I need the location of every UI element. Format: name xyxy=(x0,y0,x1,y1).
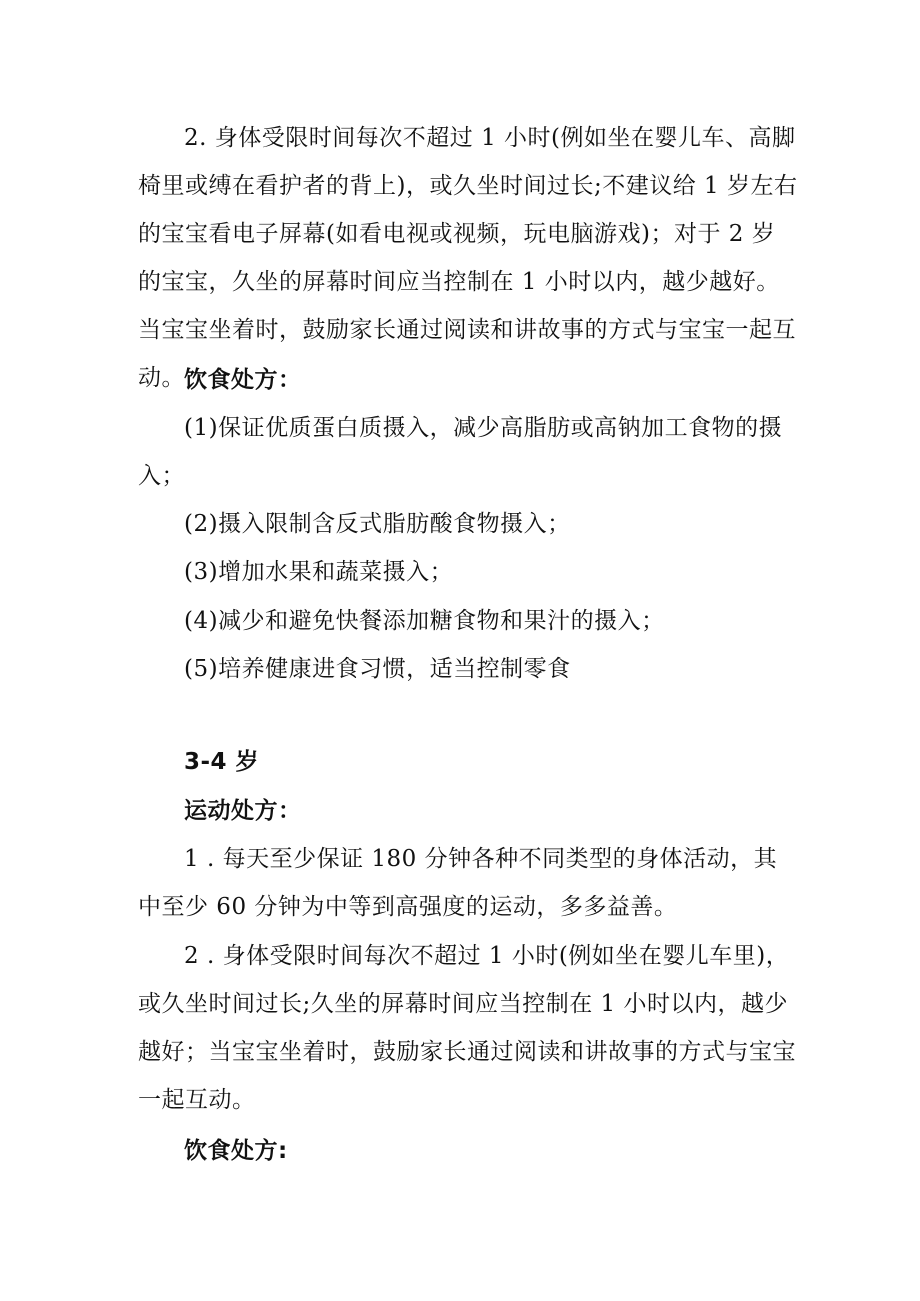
diet-item-4: (4)减少和避免快餐添加糖食物和果汁的摄入； xyxy=(184,608,665,634)
diet-item-1: (1)保证优质蛋白质摄入，减少高脂肪或高钠加工食物的摄入； xyxy=(138,415,783,489)
exercise-item-2-age-3-4: 2 . 身体受限时间每次不超过 1 小时(例如坐在婴儿车里)，或久坐时间过长;久坐的屏幕时间应当控制在 1 小时以内，越少越好；当宝宝坐着时，鼓励家长通过阅读和讲故事的方式与宝宝一起互动。 xyxy=(138,943,796,1113)
diet-item-3: (3)增加水果和蔬菜摄入； xyxy=(184,559,454,585)
diet-heading-age-0-2: 饮食处方： xyxy=(184,367,302,393)
diet-item-5: (5)培养健康进食习惯，适当控制零食 xyxy=(184,656,571,682)
diet-heading-age-3-4: 饮食处方: xyxy=(184,1138,288,1164)
exercise-item-1-age-3-4: 1 . 每天至少保证 180 分钟各种不同类型的身体活动，其中至少 60 分钟为中等到高强度的运动，多多益善。 xyxy=(138,846,778,920)
exercise-item-2-age-0-2: 2. 身体受限时间每次不超过 1 小时(例如坐在婴儿车、高脚椅里或缚在看护者的背上)，或久坐时间过长;不建议给 1 岁左右的宝宝看电子屏幕(如看电视或视频，玩电脑游戏)；对于 2 岁的宝宝，久坐的屏幕时间应当控制在 1 小时以内，越少越好。当宝宝坐着时，鼓励家长通过阅读和讲故事的方式与宝宝一起互动。 xyxy=(138,125,798,391)
diet-item-2: (2)摄入限制含反式脂肪酸食物摄入； xyxy=(184,511,571,537)
age-heading-3-4: 3-4 岁 xyxy=(184,749,260,775)
exercise-heading-age-3-4: 运动处方： xyxy=(184,798,302,824)
